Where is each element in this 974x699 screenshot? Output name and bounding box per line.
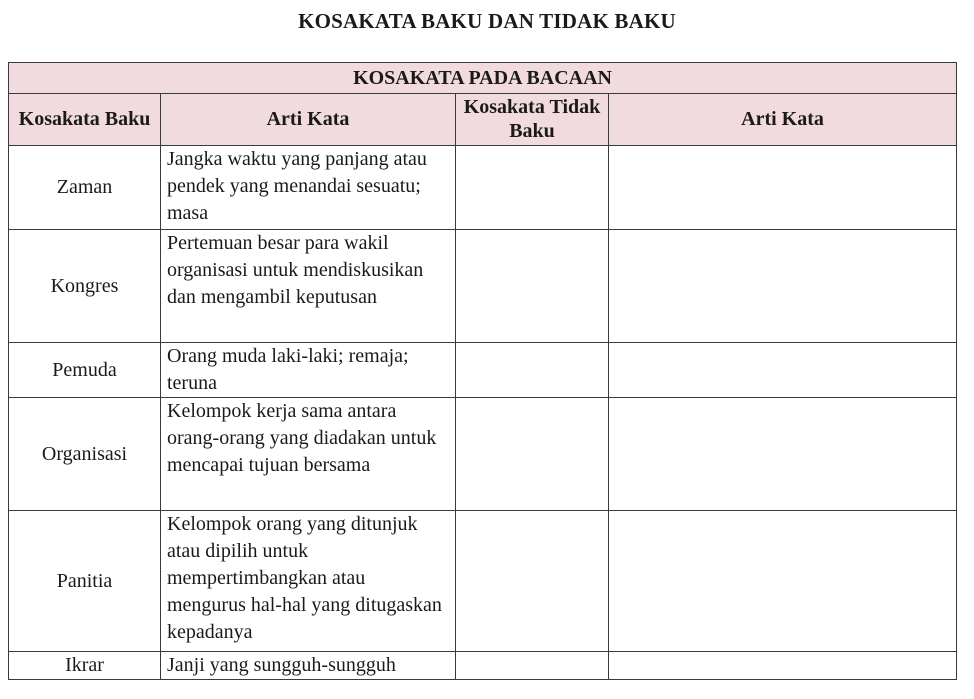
cell-kosakata-baku: Organisasi <box>9 398 161 511</box>
cell-kosakata-tidak-baku[interactable] <box>456 343 609 398</box>
table-row <box>9 146 957 230</box>
cell-arti-kata: Janji yang sungguh-sungguh <box>161 652 456 680</box>
cell-kosakata-tidak-baku[interactable] <box>456 398 609 511</box>
table-row <box>9 230 957 343</box>
column-header-arti-kata: Arti Kata <box>161 94 456 146</box>
cell-arti-kata-tidak-baku[interactable] <box>609 511 957 652</box>
cell-arti-kata: Kelompok orang yang ditunjuk atau dipilih untuk mempertimbangkan atau mengurus hal-hal yang ditugaskan kepadanya <box>161 511 456 652</box>
column-header-arti-kata-tidak-baku: Arti Kata <box>609 94 957 146</box>
cell-kosakata-baku: Zaman <box>9 146 161 230</box>
cell-kosakata-baku: Panitia <box>9 511 161 652</box>
cell-arti-kata: Kelompok kerja sama antara orang-orang yang diadakan untuk mencapai tujuan bersama <box>161 398 456 511</box>
cell-arti-kata-tidak-baku[interactable] <box>609 230 957 343</box>
cell-kosakata-tidak-baku[interactable] <box>456 230 609 343</box>
cell-kosakata-baku: Kongres <box>9 230 161 343</box>
cell-arti-kata-tidak-baku[interactable] <box>609 652 957 680</box>
table-body <box>9 146 957 680</box>
cell-kosakata-tidak-baku[interactable] <box>456 652 609 680</box>
cell-kosakata-tidak-baku[interactable] <box>456 511 609 652</box>
page-title: KOSAKATA BAKU DAN TIDAK BAKU <box>298 9 676 33</box>
table-row <box>9 652 957 680</box>
group-header-row <box>9 63 957 94</box>
group-header: KOSAKATA PADA BACAAN <box>9 63 957 94</box>
column-header-kosakata-tidak-baku: Kosakata Tidak Baku <box>456 94 609 146</box>
cell-arti-kata: Orang muda laki-laki; remaja; teruna <box>161 343 456 398</box>
column-header-row <box>9 94 957 146</box>
column-header-kosakata-baku: Kosakata Baku <box>9 94 161 146</box>
table-row <box>9 343 957 398</box>
cell-arti-kata-tidak-baku[interactable] <box>609 343 957 398</box>
cell-arti-kata-tidak-baku[interactable] <box>609 398 957 511</box>
cell-arti-kata: Pertemuan besar para wakil organisasi untuk mendiskusikan dan mengambil keputusan <box>161 230 456 343</box>
cell-arti-kata: Jangka waktu yang panjang atau pendek yang menandai sesuatu; masa <box>161 146 456 230</box>
table-row <box>9 511 957 652</box>
cell-kosakata-baku: Pemuda <box>9 343 161 398</box>
cell-kosakata-baku: Ikrar <box>9 652 161 680</box>
vocabulary-table <box>8 62 957 680</box>
cell-kosakata-tidak-baku[interactable] <box>456 146 609 230</box>
table-row <box>9 398 957 511</box>
table-header <box>9 63 957 146</box>
cell-arti-kata-tidak-baku[interactable] <box>609 146 957 230</box>
